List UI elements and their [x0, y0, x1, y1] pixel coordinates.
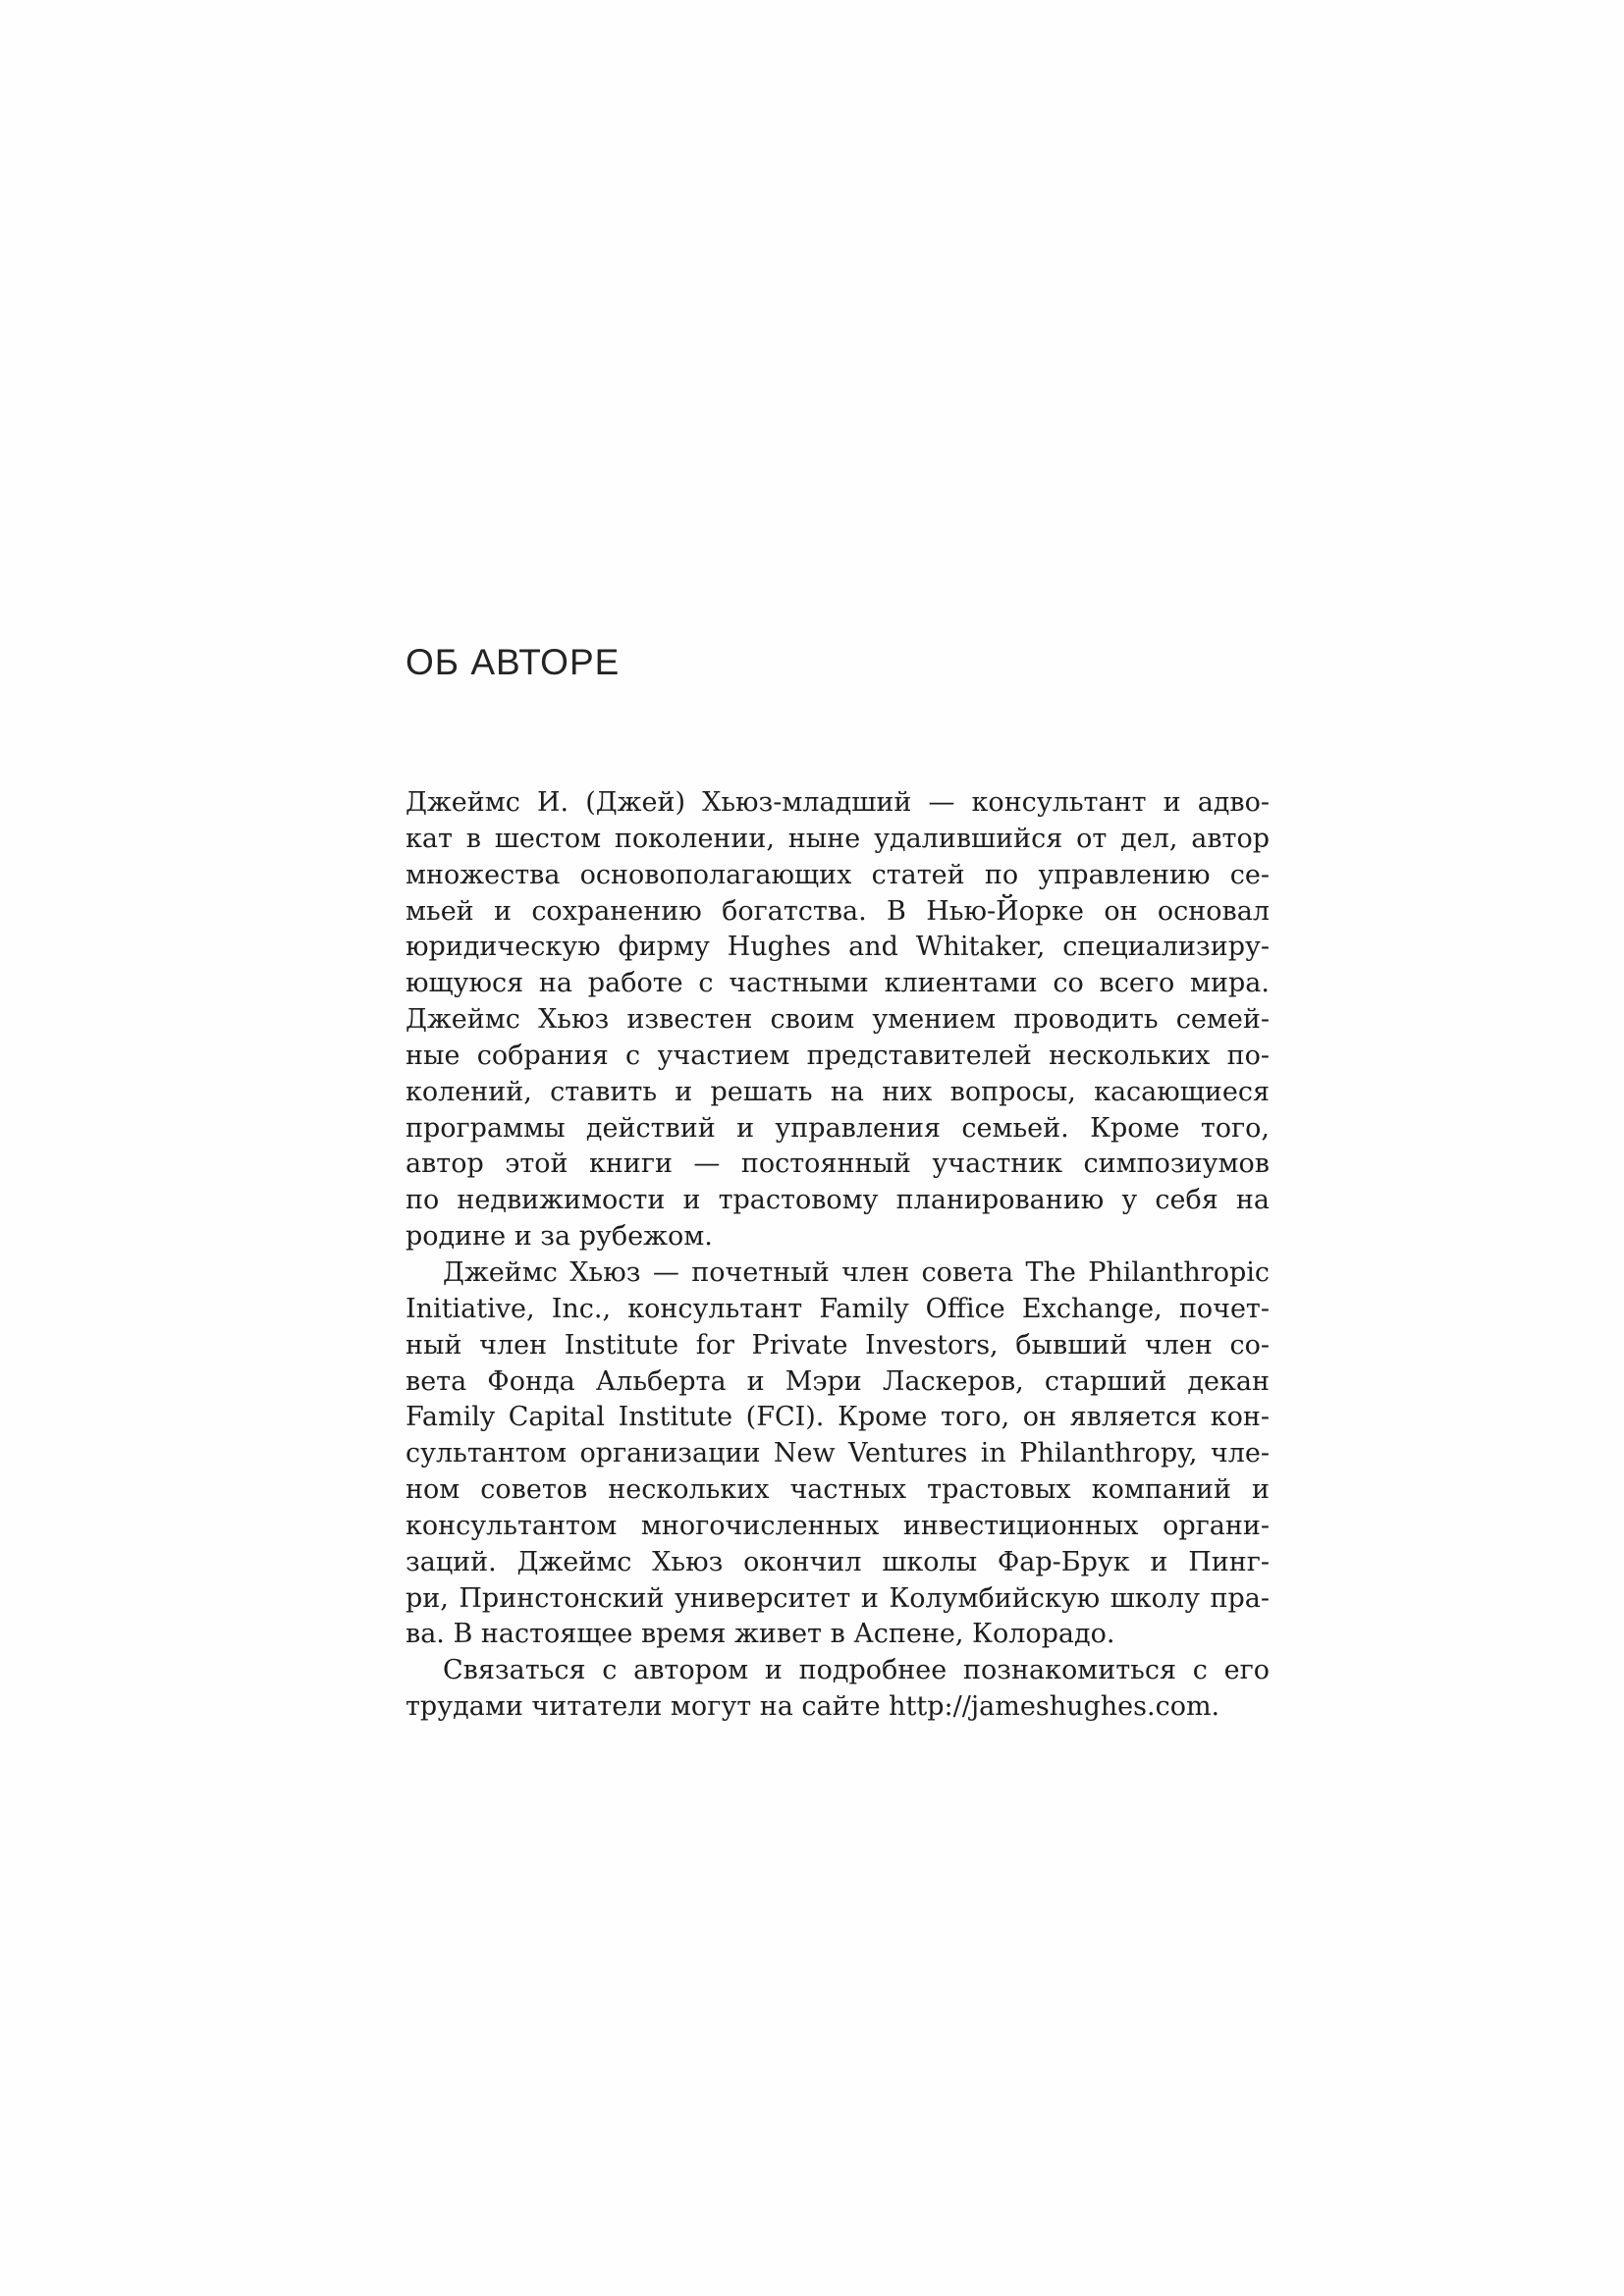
text-line: ный член Institute for Private Investors, бывший член со- [406, 1329, 1270, 1361]
text-line: ном советов нескольких частных трастовых компаний и [406, 1474, 1270, 1506]
text-line: Связаться с автором и подробнее познакомиться с его [443, 1655, 1270, 1686]
text-line: автор этой книги — постоянный участник симпозиумов [406, 1148, 1270, 1180]
text-line: Джеймс И. (Джей) Хьюз-младший — консультант и адво- [406, 787, 1270, 818]
paragraph-1 [406, 785, 1270, 1255]
text-line: по недвижимости и трастовому планированию у себя на [406, 1185, 1270, 1216]
text-line: множества основополагающих статей по управлению се- [406, 859, 1270, 890]
text-line: Family Capital Institute (FCI). Кроме того, он является кон- [406, 1402, 1270, 1433]
text-line: сультантом организации New Ventures in Philanthropy, чле- [406, 1438, 1270, 1469]
paragraph-2 [406, 1255, 1270, 1653]
text-line: ные собрания с участием представителей нескольких по- [406, 1040, 1270, 1071]
text-line: Джеймс Хьюз — почетный член совета The Philanthropic [443, 1256, 1270, 1288]
text-line: Джеймс Хьюз известен своим умением проводить семей- [406, 1004, 1270, 1036]
text-line: ющуюся на работе с частными клиентами со всего мира. [406, 968, 1270, 999]
text-line: мьей и сохранению богатства. В Нью-Йорке он основал [406, 895, 1270, 927]
text-line: программы действий и управления семьей. Кроме того, [406, 1112, 1270, 1144]
text-line: Initiative, Inc., консультант Family Office Exchange, почет- [406, 1293, 1270, 1324]
text-line: колений, ставить и решать на них вопросы, касающиеся [406, 1076, 1270, 1107]
text-line: юридическую фирму Hughes and Whitaker, специализиру- [406, 932, 1270, 963]
text-line: трудами читатели могут на сайте http://jameshughes.com. [406, 1691, 1220, 1723]
text-line: кат в шестом поколении, ныне удалившийся от дел, автор [406, 823, 1270, 854]
text-line: заций. Джеймс Хьюз окончил школы Фар-Брук и Пинг- [406, 1546, 1270, 1577]
text-column [406, 785, 1270, 1726]
text-line: вета Фонда Альберта и Мэри Ласкеров, старший декан [406, 1365, 1270, 1397]
text-line: родине и за рубежом. [406, 1221, 713, 1253]
page-title: ОБ АВТОРЕ [406, 642, 621, 682]
text-line: консультантом многочисленных инвестиционных органи- [406, 1510, 1270, 1541]
text-line: ва. В настоящее время живет в Аспене, Колорадо. [406, 1619, 1115, 1650]
text-line: ри, Принстонский университет и Колумбийскую школу пра- [406, 1582, 1270, 1614]
paragraph-3 [406, 1653, 1270, 1726]
